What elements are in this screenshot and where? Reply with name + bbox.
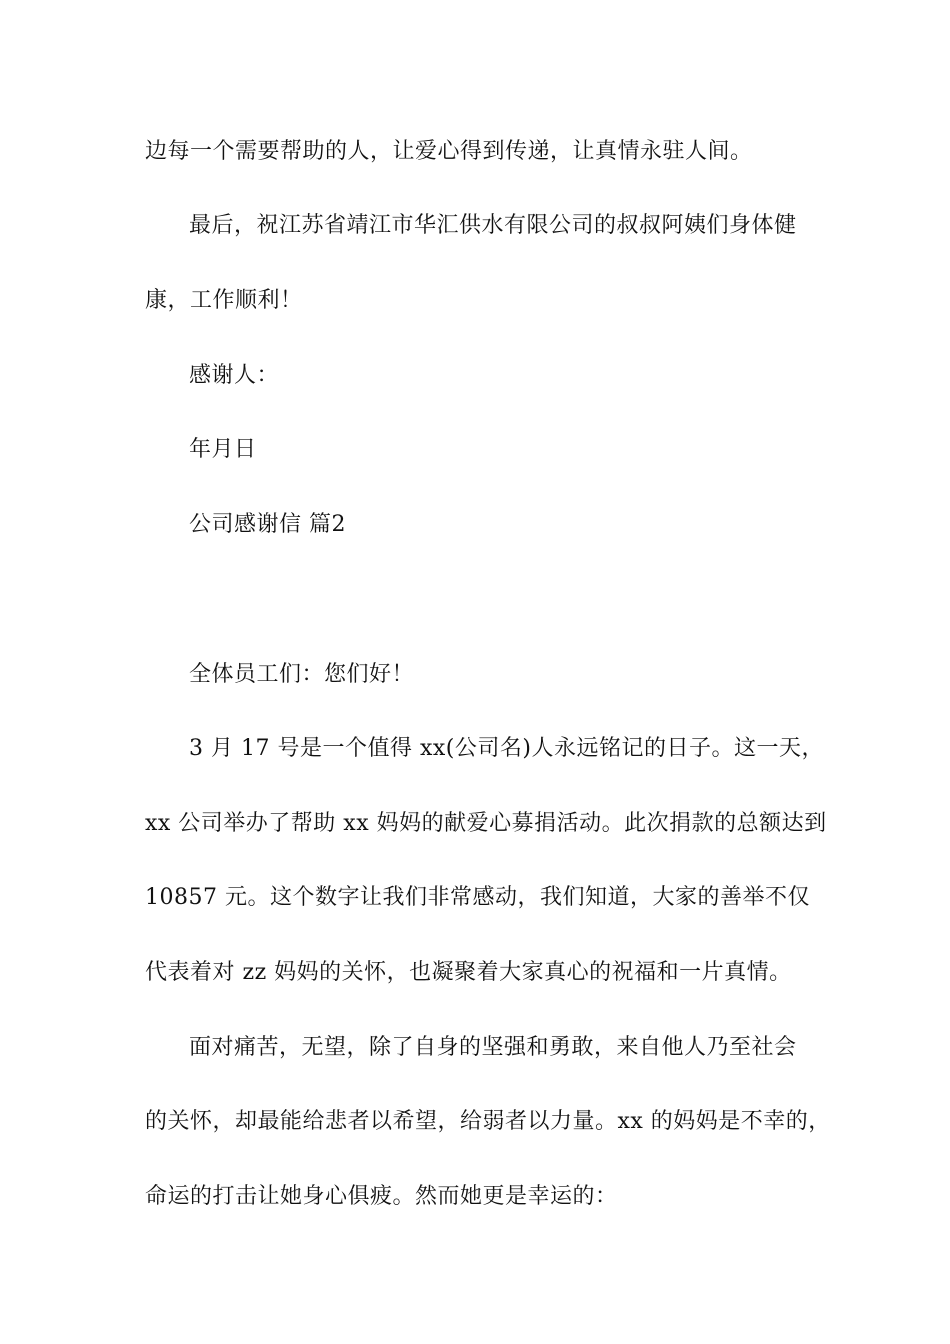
paragraph-line: 3 月 17 号是一个值得 xx(公司名)人永远铭记的日子。这一天， xyxy=(189,736,824,761)
section-title: 公司感谢信 篇2 xyxy=(189,512,346,537)
paragraph-line: 的关怀，却最能给悲者以希望，给弱者以力量。xx 的妈妈是不幸的， xyxy=(145,1109,831,1134)
signature-label: 感谢人： xyxy=(189,363,280,388)
paragraph-line: 最后，祝江苏省靖江市华汇供水有限公司的叔叔阿姨们身体健 xyxy=(189,213,797,238)
paragraph-line: 面对痛苦，无望，除了自身的坚强和勇敢，来自他人乃至社会 xyxy=(189,1035,797,1060)
salutation: 全体员工们：您们好！ xyxy=(189,662,415,687)
paragraph-line: 边每一个需要帮助的人，让爱心得到传递，让真情永驻人间。 xyxy=(145,139,753,164)
paragraph-line: xx 公司举办了帮助 xx 妈妈的献爱心募捐活动。此次捐款的总额达到 xyxy=(145,811,827,836)
paragraph-line: 命运的打击让她身心俱疲。然而她更是幸运的： xyxy=(145,1184,618,1209)
paragraph-line: 代表着对 zz 妈妈的关怀，也凝聚着大家真心的祝福和一片真情。 xyxy=(145,960,792,985)
date-label: 年月日 xyxy=(189,437,257,462)
paragraph-line: 康，工作顺利！ xyxy=(145,288,303,313)
paragraph-line: 10857 元。这个数字让我们非常感动，我们知道，大家的善举不仅 xyxy=(145,885,810,910)
